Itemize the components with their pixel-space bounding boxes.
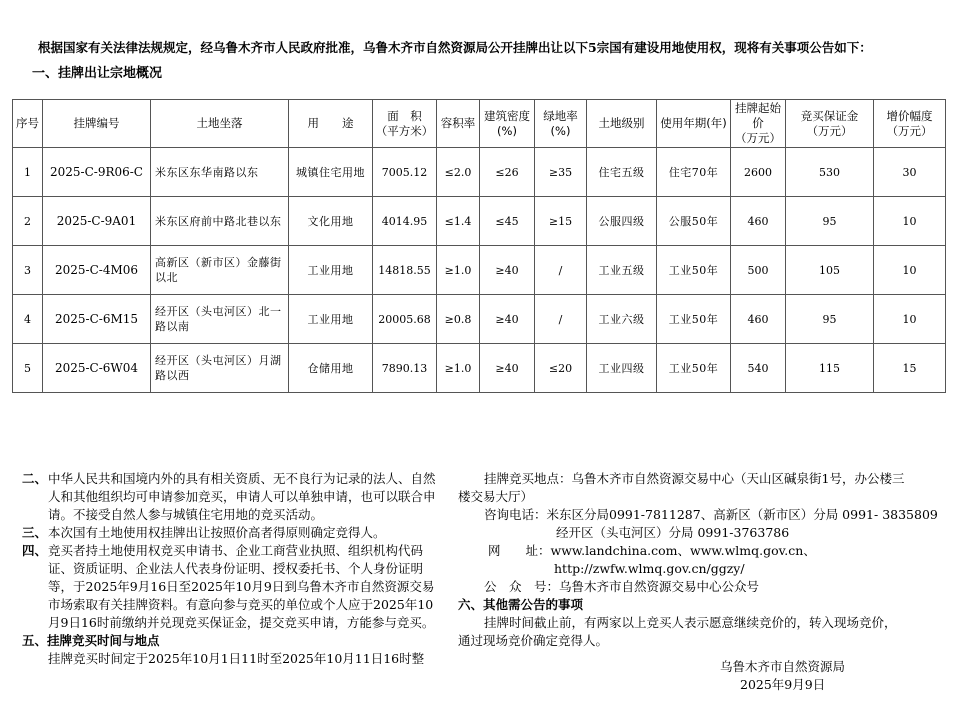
cell-increment: 10	[874, 295, 946, 344]
cell-location: 米东区东华南路以东	[151, 148, 289, 197]
cell-seq: 3	[13, 246, 43, 295]
cell-deposit: 95	[786, 197, 874, 246]
cell-grade: 住宅五级	[587, 148, 657, 197]
section-2-number: 二、	[22, 471, 48, 486]
header-density: 建筑密度 (%)	[480, 100, 535, 148]
cell-far: ≥1.0	[437, 246, 480, 295]
table-row	[13, 197, 946, 246]
cell-area: 7005.12	[373, 148, 437, 197]
cell-start-price: 540	[731, 344, 786, 393]
website-label: 网 址：	[488, 543, 551, 558]
right-column	[458, 470, 948, 650]
cell-seq: 5	[13, 344, 43, 393]
cell-location: 经开区（头屯河区）月湖路以西	[151, 344, 289, 393]
section-3-number: 三、	[22, 525, 48, 540]
cell-term: 工业50年	[657, 295, 731, 344]
section-6-text-2: 通过现场竞价确定竞得人。	[458, 633, 609, 648]
cell-term: 住宅70年	[657, 148, 731, 197]
header-increment: 增价幅度 （万元）	[874, 100, 946, 148]
header-green: 绿地率 (%)	[535, 100, 587, 148]
cell-term: 公服50年	[657, 197, 731, 246]
cell-code: 2025-C-9R06-C	[43, 148, 151, 197]
cell-start-price: 460	[731, 295, 786, 344]
section-5-time: 挂牌竞买时间定于2025年10月1日11时至2025年10月11日16时整	[48, 651, 425, 666]
cell-green: /	[535, 295, 587, 344]
header-seq: 序号	[13, 100, 43, 148]
phone-line-2: 经开区（头屯河区）分局 0991-3763786	[556, 525, 790, 540]
intro-paragraph: 根据国家有关法律法规规定，经乌鲁木齐市人民政府批准，乌鲁木齐市自然资源局公开挂牌出让以下5宗国有建设用地使用权，现将有关事项公告如下：	[38, 40, 872, 55]
cell-term: 工业50年	[657, 246, 731, 295]
header-term: 使用年期(年)	[657, 100, 731, 148]
cell-code: 2025-C-6W04	[43, 344, 151, 393]
cell-area: 7890.13	[373, 344, 437, 393]
cell-density: ≤45	[480, 197, 535, 246]
table-row	[13, 148, 946, 197]
header-code: 挂牌编号	[43, 100, 151, 148]
header-far: 容积率	[437, 100, 480, 148]
cell-location: 高新区（新市区）金藤街以北	[151, 246, 289, 295]
cell-deposit: 95	[786, 295, 874, 344]
cell-start-price: 500	[731, 246, 786, 295]
signature-date: 2025年9月9日	[740, 677, 826, 692]
cell-code: 2025-C-4M06	[43, 246, 151, 295]
section-3	[22, 524, 442, 542]
table-header-row	[13, 100, 946, 148]
land-parcels-table	[12, 99, 946, 393]
section-4	[22, 542, 442, 632]
header-start-price: 挂牌起始价 （万元）	[731, 100, 786, 148]
section-2	[22, 470, 442, 524]
cell-start-price: 2600	[731, 148, 786, 197]
cell-far: ≤1.4	[437, 197, 480, 246]
left-column	[22, 470, 442, 668]
section-6-text-1: 挂牌时间截止前，有两家以上竞买人表示愿意继续竞价的，转入现场竞价，	[484, 615, 897, 630]
section-5-title: 五、挂牌竞买时间与地点	[22, 633, 160, 648]
section-3-text: 本次国有土地使用权挂牌出让按照价高者得原则确定竞得人。	[48, 525, 386, 540]
cell-grade: 公服四级	[587, 197, 657, 246]
website-line-1	[458, 542, 948, 560]
table-row	[13, 344, 946, 393]
cell-location: 米东区府前中路北巷以东	[151, 197, 289, 246]
cell-area: 14818.55	[373, 246, 437, 295]
cell-grade: 工业四级	[587, 344, 657, 393]
wechat-account: 公 众 号：乌鲁木齐市自然资源交易中心公众号	[484, 579, 760, 594]
website-link-2[interactable]: http://zwfw.wlmq.gov.cn/ggzy/	[554, 561, 745, 576]
header-location: 土地坐落	[151, 100, 289, 148]
cell-start-price: 460	[731, 197, 786, 246]
cell-increment: 30	[874, 148, 946, 197]
cell-green: ≥35	[535, 148, 587, 197]
cell-deposit: 105	[786, 246, 874, 295]
cell-density: ≥40	[480, 295, 535, 344]
cell-use: 仓储用地	[289, 344, 373, 393]
cell-use: 城镇住宅用地	[289, 148, 373, 197]
cell-area: 4014.95	[373, 197, 437, 246]
cell-green: /	[535, 246, 587, 295]
header-area: 面 积 （平方米）	[373, 100, 437, 148]
section-4-number: 四、	[22, 543, 48, 558]
cell-use: 文化用地	[289, 197, 373, 246]
cell-deposit: 115	[786, 344, 874, 393]
cell-far: ≥0.8	[437, 295, 480, 344]
cell-seq: 2	[13, 197, 43, 246]
cell-code: 2025-C-9A01	[43, 197, 151, 246]
header-use: 用 途	[289, 100, 373, 148]
cell-area: 20005.68	[373, 295, 437, 344]
cell-increment: 10	[874, 246, 946, 295]
signature-org: 乌鲁木齐市自然资源局	[720, 659, 846, 674]
header-grade: 土地级别	[587, 100, 657, 148]
cell-use: 工业用地	[289, 246, 373, 295]
cell-green: ≤20	[535, 344, 587, 393]
cell-green: ≥15	[535, 197, 587, 246]
section-2-text: 中华人民共和国境内外的具有相关资质、无不良行为记录的法人、自然人和其他组织均可申请参加竞买，申请人可以单独申请，也可以联合申请。不接受自然人参与城镇住宅用地的竞买活动。	[48, 471, 436, 522]
cell-grade: 工业五级	[587, 246, 657, 295]
cell-use: 工业用地	[289, 295, 373, 344]
table-row	[13, 295, 946, 344]
cell-density: ≥40	[480, 246, 535, 295]
cell-seq: 4	[13, 295, 43, 344]
cell-code: 2025-C-6M15	[43, 295, 151, 344]
bid-place-line-2: 楼交易大厅）	[458, 489, 534, 504]
section-4-text: 竞买者持土地使用权竞买申请书、企业工商营业执照、组织机构代码证、资质证明、企业法人代表身份证明、授权委托书、个人身份证明等，于2025年9月16日至2025年10月9日到乌鲁木齐市自然资源交易市场索取有关挂牌资料。有意向参与竞买的单位或个人应于2025年10月9日16时前缴纳并兑现竞买保证金，提交竞买申请，方能参与竞买。	[48, 543, 435, 630]
section-6-title: 六、其他需公告的事项	[458, 597, 584, 612]
cell-deposit: 530	[786, 148, 874, 197]
cell-term: 工业50年	[657, 344, 731, 393]
cell-location: 经开区（头屯河区）北一路以南	[151, 295, 289, 344]
cell-seq: 1	[13, 148, 43, 197]
website-link-1[interactable]: www.landchina.com、www.wlmq.gov.cn、	[550, 543, 816, 558]
table-row	[13, 246, 946, 295]
cell-increment: 15	[874, 344, 946, 393]
phone-line-1: 咨询电话：米东区分局0991-7811287、高新区（新市区）分局 0991- 3835809	[484, 507, 938, 522]
cell-grade: 工业六级	[587, 295, 657, 344]
cell-far: ≥1.0	[437, 344, 480, 393]
cell-increment: 10	[874, 197, 946, 246]
signature-block	[720, 658, 920, 694]
section-1-title: 一、挂牌出让宗地概况	[32, 66, 163, 81]
cell-far: ≤2.0	[437, 148, 480, 197]
cell-density: ≤26	[480, 148, 535, 197]
cell-density: ≥40	[480, 344, 535, 393]
bid-place-line-1: 挂牌竞买地点：乌鲁木齐市自然资源交易中心（天山区碱泉街1号，办公楼三	[484, 471, 905, 486]
header-deposit: 竞买保证金 （万元）	[786, 100, 874, 148]
